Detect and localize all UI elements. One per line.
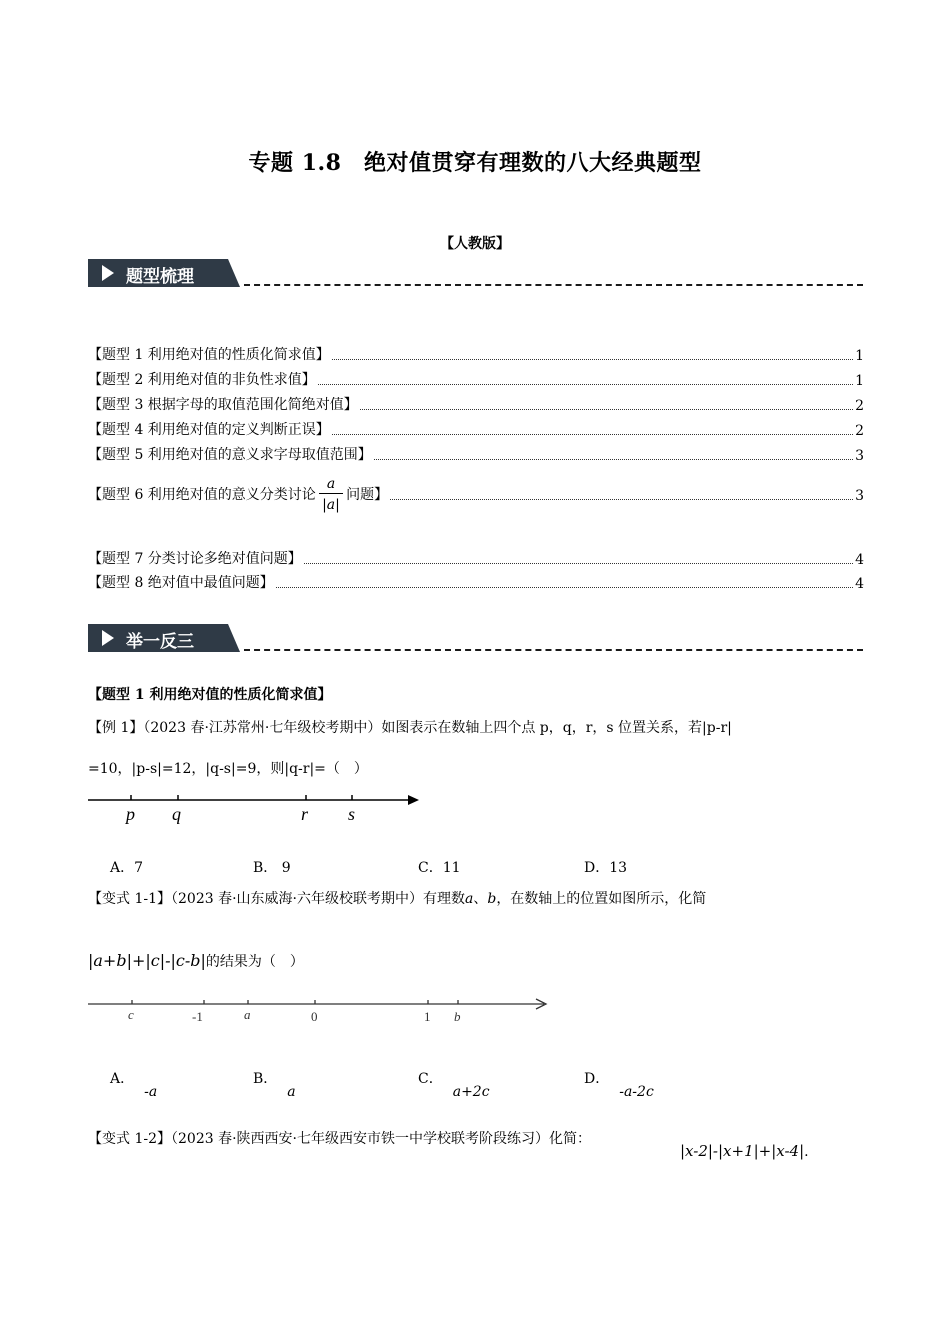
page-title: 专题 1.8 绝对值贯穿有理数的八大经典题型 xyxy=(248,150,702,176)
var-a: a xyxy=(464,891,474,907)
toc-item-label: 【题型 1 利用绝对值的性质化简求值】 xyxy=(88,347,330,363)
point-label-r: r xyxy=(301,804,309,824)
option-a[interactable]: A．7 xyxy=(110,860,144,876)
axis-label-b: b xyxy=(454,1009,461,1024)
axis-label-0: 0 xyxy=(311,1009,318,1024)
axis-label-a: a xyxy=(244,1007,251,1022)
toc-item-5[interactable] xyxy=(88,442,864,464)
point-label-q: q xyxy=(172,804,181,824)
variant-1-2-text: （2023 春·陕西西安·七年级西安市铁一中学校联考阶段练习）化简： xyxy=(171,1131,591,1147)
var-b: b xyxy=(487,891,497,907)
toc-item-6[interactable] xyxy=(88,476,864,513)
option-d[interactable]: D．-a-2c xyxy=(584,1071,654,1100)
toc-item-label: 【题型 3 根据字母的取值范围化简绝对值】 xyxy=(88,397,358,413)
number-line-abc xyxy=(86,995,556,1030)
toc-leader xyxy=(276,587,853,588)
banner-toc xyxy=(88,257,863,297)
example-1-label: 【例 1】 xyxy=(88,720,144,736)
toc-item-3[interactable] xyxy=(88,392,864,414)
example-1-line2: =10，|p-s|=12，|q-s|=9，则|q-r|=（ ） xyxy=(88,761,368,777)
fraction-a-over-abs-a: $\frac{a}{|a|}$ xyxy=(319,475,343,516)
variant-1-2-expression: |x-2|-|x+1|+|x-4|. xyxy=(680,1142,809,1160)
toc-item-label-suffix: 问题】 xyxy=(346,487,389,503)
toc-item-2[interactable] xyxy=(88,367,864,389)
section-heading: 【题型 1 利用绝对值的性质化简求值】 xyxy=(88,687,332,703)
axis-arrow xyxy=(408,795,419,805)
toc-page: 2 xyxy=(855,398,864,414)
toc-item-7[interactable] xyxy=(88,546,864,568)
toc-item-label: 【题型 4 利用绝对值的定义判断正误】 xyxy=(88,422,330,438)
play-icon xyxy=(102,630,114,646)
banner-practice-label: 举一反三 xyxy=(126,632,194,652)
banner-divider xyxy=(244,649,863,651)
number-line-pqrs xyxy=(86,790,426,830)
example-1-line1 xyxy=(88,717,868,739)
point-label-p: p xyxy=(126,804,135,824)
toc-item-label: 【题型 6 利用绝对值的意义分类讨论 xyxy=(88,487,316,503)
option-c[interactable]: C．11 xyxy=(418,860,461,876)
variant-1-1-line2: |a+b|+|c|-|c-b|的结果为（ ） xyxy=(88,951,304,970)
axis-label-neg1: -1 xyxy=(192,1009,203,1024)
banner-divider xyxy=(244,284,863,286)
toc-item-4[interactable] xyxy=(88,417,864,439)
toc-page: 3 xyxy=(855,488,864,504)
option-b[interactable]: B．a xyxy=(253,1071,296,1100)
variant-1-1-line1: 【变式 1-1】（2023 春·山东威海·六年级校联考期中）有理数a、b，在数轴上的位置如图所示，化简 xyxy=(88,891,707,907)
toc-page: 4 xyxy=(855,552,864,568)
option-c[interactable]: C．a+2c xyxy=(418,1071,490,1100)
option-b[interactable]: B． 9 xyxy=(253,860,291,876)
option-a[interactable]: A．-a xyxy=(110,1071,158,1100)
toc-leader xyxy=(332,359,853,360)
toc-page: 1 xyxy=(855,373,864,389)
toc-leader xyxy=(332,434,853,435)
toc-page: 3 xyxy=(855,448,864,464)
variant-1-1-label: 【变式 1-1】 xyxy=(88,891,171,907)
option-d[interactable]: D．13 xyxy=(584,860,628,876)
toc-item-label: 【题型 8 绝对值中最值问题】 xyxy=(88,575,274,591)
axis-label-1: 1 xyxy=(424,1009,431,1024)
banner-toc-label: 题型梳理 xyxy=(126,267,194,287)
toc-item-label: 【题型 2 利用绝对值的非负性求值】 xyxy=(88,372,316,388)
toc-leader xyxy=(304,563,853,564)
toc-page: 4 xyxy=(855,576,864,592)
point-label-s: s xyxy=(348,804,356,824)
example-1-text: （2023 春·江苏常州·七年级校考期中）如图表示在数轴上四个点 p，q，r，s 位置关系，若|p-r| xyxy=(143,720,732,736)
edition-label: 【人教版】 xyxy=(440,236,510,252)
toc-leader xyxy=(360,409,853,410)
toc-page: 1 xyxy=(855,348,864,364)
toc-leader xyxy=(374,459,853,460)
variant-1-2-line xyxy=(88,1128,591,1150)
toc-leader xyxy=(390,499,853,500)
banner-practice xyxy=(88,622,863,662)
toc-item-label: 【题型 7 分类讨论多绝对值问题】 xyxy=(88,551,302,567)
play-icon xyxy=(102,265,114,281)
toc-item-8[interactable] xyxy=(88,570,864,592)
abs-expression: |a+b|+|c|-|c-b| xyxy=(88,951,206,970)
toc-page: 2 xyxy=(855,423,864,439)
toc-leader xyxy=(318,384,853,385)
toc-item-1[interactable] xyxy=(88,342,864,364)
variant-1-2-label: 【变式 1-2】 xyxy=(88,1131,171,1147)
toc-item-label: 【题型 5 利用绝对值的意义求字母取值范围】 xyxy=(88,447,372,463)
axis-label-c: c xyxy=(128,1007,134,1022)
